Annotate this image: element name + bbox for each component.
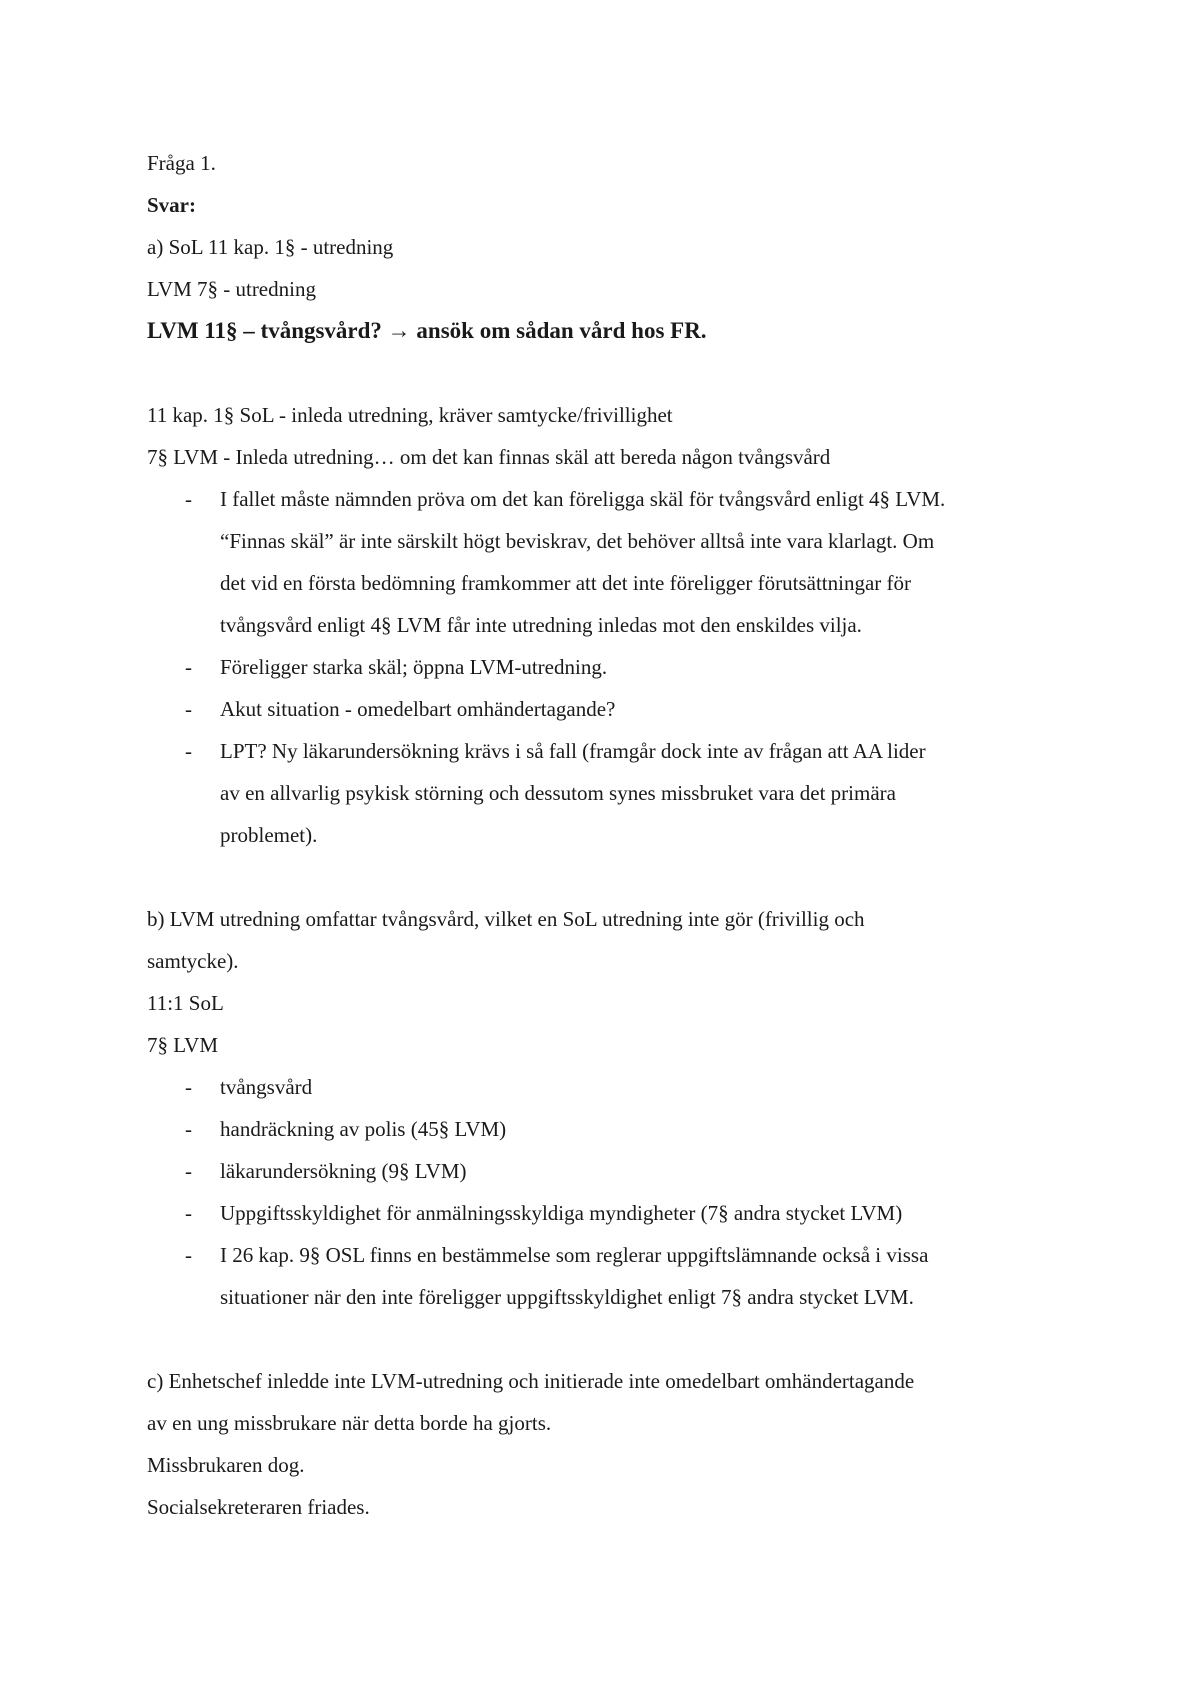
part-b-bullet (147, 1150, 1067, 1192)
bullet-line: LPT? Ny läkarundersökning krävs i så fall (framgår dock inte av frågan att AA lider (220, 739, 926, 763)
bullet-text (220, 730, 1067, 856)
spacer (147, 1318, 1067, 1360)
bullet-line: tvångsvård (220, 1075, 313, 1099)
bullet-text (220, 1108, 1067, 1150)
part-a-bullet (147, 646, 1067, 688)
bullet-line: I 26 kap. 9§ OSL finns en bestämmelse som reglerar uppgiftslämnande också i vissa (220, 1243, 929, 1267)
bullet-dash: - (185, 1075, 192, 1099)
bullet-line: Uppgiftsskyldighet för anmälningsskyldiga myndigheter (7§ andra stycket LVM) (220, 1201, 903, 1225)
part-b-bullet (147, 1108, 1067, 1150)
bullet-text (220, 1192, 1067, 1234)
spacer (147, 352, 1067, 394)
part-b-bullet (147, 1234, 1067, 1318)
document-body (147, 142, 1067, 1528)
part-c-line: Socialsekreteraren friades. (147, 1495, 370, 1519)
bullet-dash: - (185, 697, 192, 721)
question-title: Fråga 1. (147, 151, 216, 175)
bullet-line: situationer när den inte föreligger uppgiftsskyldighet enligt 7§ andra stycket LVM. (220, 1285, 914, 1309)
part-b-bullet (147, 1192, 1067, 1234)
bullet-line: Akut situation - omedelbart omhändertagande? (220, 697, 616, 721)
answer-heading: Svar: (147, 193, 196, 217)
bullet-line: problemet). (220, 823, 318, 847)
bullet-dash: - (185, 487, 192, 511)
part-a-line: LVM 7§ - utredning (147, 277, 316, 301)
bullet-line: I fallet måste nämnden pröva om det kan föreligga skäl för tvångsvård enligt 4§ LVM. (220, 487, 946, 511)
bullet-line: det vid en första bedömning framkommer att det inte föreligger förutsättningar för (220, 571, 912, 595)
bullet-line: Föreligger starka skäl; öppna LVM-utredning. (220, 655, 608, 679)
part-a-line: a) SoL 11 kap. 1§ - utredning (147, 235, 394, 259)
part-a-note: 11 kap. 1§ SoL - inleda utredning, kräver samtycke/frivillighet (147, 403, 673, 427)
bullet-line: läkarundersökning (9§ LVM) (220, 1159, 467, 1183)
bullet-dash: - (185, 655, 192, 679)
bullet-line: tvångsvård enligt 4§ LVM får inte utredning inledas mot den enskildes vilja. (220, 613, 862, 637)
bullet-dash: - (185, 1243, 192, 1267)
part-b-line: 7§ LVM (147, 1033, 218, 1057)
bullet-dash: - (185, 739, 192, 763)
bullet-line: av en allvarlig psykisk störning och dessutom synes missbruket vara det primära (220, 781, 896, 805)
part-b-bullet (147, 1066, 1067, 1108)
bullet-dash: - (185, 1117, 192, 1141)
bullet-text (220, 688, 1067, 730)
spacer (147, 856, 1067, 898)
part-a-note: 7§ LVM - Inleda utredning… om det kan finnas skäl att bereda någon tvångsvård (147, 445, 831, 469)
bullet-text (220, 1066, 1067, 1108)
part-c-line: c) Enhetschef inledde inte LVM-utredning och initierade inte omedelbart omhändertagande (147, 1369, 915, 1393)
bullet-text (220, 478, 1067, 646)
part-b-line: 11:1 SoL (147, 991, 224, 1015)
part-b-line: samtycke). (147, 949, 239, 973)
part-b-line: b) LVM utredning omfattar tvångsvård, vilket en SoL utredning inte gör (frivillig och (147, 907, 865, 931)
bullet-dash: - (185, 1201, 192, 1225)
bullet-line: handräckning av polis (45§ LVM) (220, 1117, 507, 1141)
bullet-text (220, 1234, 1067, 1318)
part-a-bullet (147, 730, 1067, 856)
part-a-bold-line: LVM 11§ – tvångsvård? → ansök om sådan vård hos FR. (147, 318, 707, 343)
part-c-line: Missbrukaren dog. (147, 1453, 305, 1477)
bullet-dash: - (185, 1159, 192, 1183)
part-a-bullet (147, 478, 1067, 646)
part-a-bullet (147, 688, 1067, 730)
part-c-line: av en ung missbrukare när detta borde ha gjorts. (147, 1411, 552, 1435)
bullet-text (220, 646, 1067, 688)
bullet-text (220, 1150, 1067, 1192)
bullet-line: “Finnas skäl” är inte särskilt högt beviskrav, det behöver alltså inte vara klarlagt. Om (220, 529, 935, 553)
